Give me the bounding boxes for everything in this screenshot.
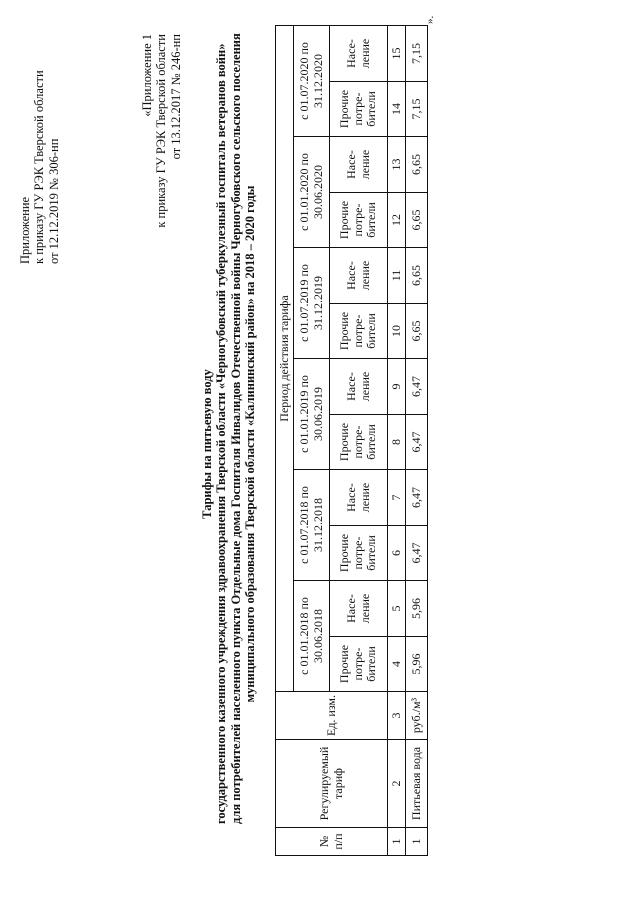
row-number: 1 [406, 828, 428, 856]
title-line-3: для потребителей населенного пункта Отдельные дома Госпиталя Инвалидов Отечественной войны Черногубовского сельского поселения [228, 33, 243, 824]
original-appendix-order: к приказу ГУ РЭК Тверской области [154, 34, 169, 228]
column-number: 3 [388, 692, 406, 740]
tariff-value: 5,96 [406, 637, 428, 692]
column-number: 12 [388, 193, 406, 248]
tariff-value: 6,47 [406, 470, 428, 526]
column-number: 4 [388, 637, 406, 692]
header-population: Насе-ление [330, 137, 388, 193]
title-line-1: Тарифы на питьевую воду [200, 369, 214, 519]
header-population: Насе-ление [330, 25, 388, 81]
header-period-4: с 01.07.2019 по 31.12.2019 [294, 248, 330, 359]
tariff-value: 6,65 [406, 304, 428, 359]
original-appendix-date: от 13.12.2017 № 246-нп [168, 34, 183, 160]
appendix-header [18, 44, 61, 264]
title-line-2: государственного казенного учреждения здравоохранения Тверской области «Черногубовский туберкулезный госпиталь ветеранов войн» [214, 43, 229, 824]
column-number: 9 [388, 359, 406, 415]
header-other-consumers: Прочие потре-бители [330, 82, 388, 137]
tariff-value: 5,96 [406, 581, 428, 637]
header-period-5: с 01.01.2020 по 30.06.2020 [294, 137, 330, 248]
header-period-2: с 01.07.2018 по 31.12.2018 [294, 470, 330, 581]
tariff-value: 6,47 [406, 526, 428, 581]
header-other-consumers: Прочие потре-бители [330, 415, 388, 470]
tariff-value: 6,65 [406, 248, 428, 304]
tariff-value: 7,15 [406, 25, 428, 81]
column-number: 7 [388, 470, 406, 526]
tariff-value: 6,65 [406, 137, 428, 193]
appendix-label: Приложение [18, 196, 32, 264]
tariff-value: 6,47 [406, 415, 428, 470]
header-population: Насе-ление [330, 248, 388, 304]
header-population: Насе-ление [330, 359, 388, 415]
column-number: 5 [388, 581, 406, 637]
header-number: № п/п [276, 828, 388, 856]
title-line-4: муниципального образования Тверской области «Калининский район» на 2018 – 2020 годы [243, 185, 258, 703]
column-number-row [388, 25, 406, 855]
header-other-consumers: Прочие потре-бители [330, 526, 388, 581]
end-mark: ». [424, 15, 436, 24]
document-title [200, 33, 258, 824]
column-number: 10 [388, 304, 406, 359]
header-period-3: с 01.01.2019 по 30.06.2019 [294, 359, 330, 470]
appendix-order: к приказу ГУ РЭК Тверской области [32, 70, 47, 264]
table-row [406, 25, 428, 855]
column-number: 13 [388, 137, 406, 193]
header-tariff: Регулируемый тариф [276, 740, 388, 828]
header-other-consumers: Прочие потре-бители [330, 637, 388, 692]
tariff-value: 6,47 [406, 359, 428, 415]
row-unit: руб./м³ [406, 692, 428, 740]
header-period: Период действия тарифа [276, 25, 294, 691]
header-population: Насе-ление [330, 470, 388, 526]
appendix-date: от 12.12.2019 № 306-нп [46, 138, 61, 264]
header-population: Насе-ление [330, 581, 388, 637]
header-period-1: с 01.01.2018 по 30.06.2018 [294, 581, 330, 692]
tariff-value: 6,65 [406, 193, 428, 248]
column-number: 8 [388, 415, 406, 470]
row-tariff: Питьевая вода [406, 740, 428, 828]
column-number: 2 [388, 740, 406, 828]
original-appendix-label: «Приложение 1 [140, 34, 154, 117]
header-other-consumers: Прочие потре-бители [330, 304, 388, 359]
column-number: 15 [388, 25, 406, 81]
column-number: 6 [388, 526, 406, 581]
header-unit: Ед. изм. [276, 692, 388, 740]
column-number: 11 [388, 248, 406, 304]
tariff-value: 7,15 [406, 82, 428, 137]
header-period-6: с 01.07.2020 по 31.12.2020 [294, 25, 330, 136]
original-appendix-header [140, 34, 183, 274]
header-other-consumers: Прочие потре-бители [330, 193, 388, 248]
tariff-table [275, 25, 428, 856]
column-number: 1 [388, 828, 406, 856]
column-number: 14 [388, 82, 406, 137]
